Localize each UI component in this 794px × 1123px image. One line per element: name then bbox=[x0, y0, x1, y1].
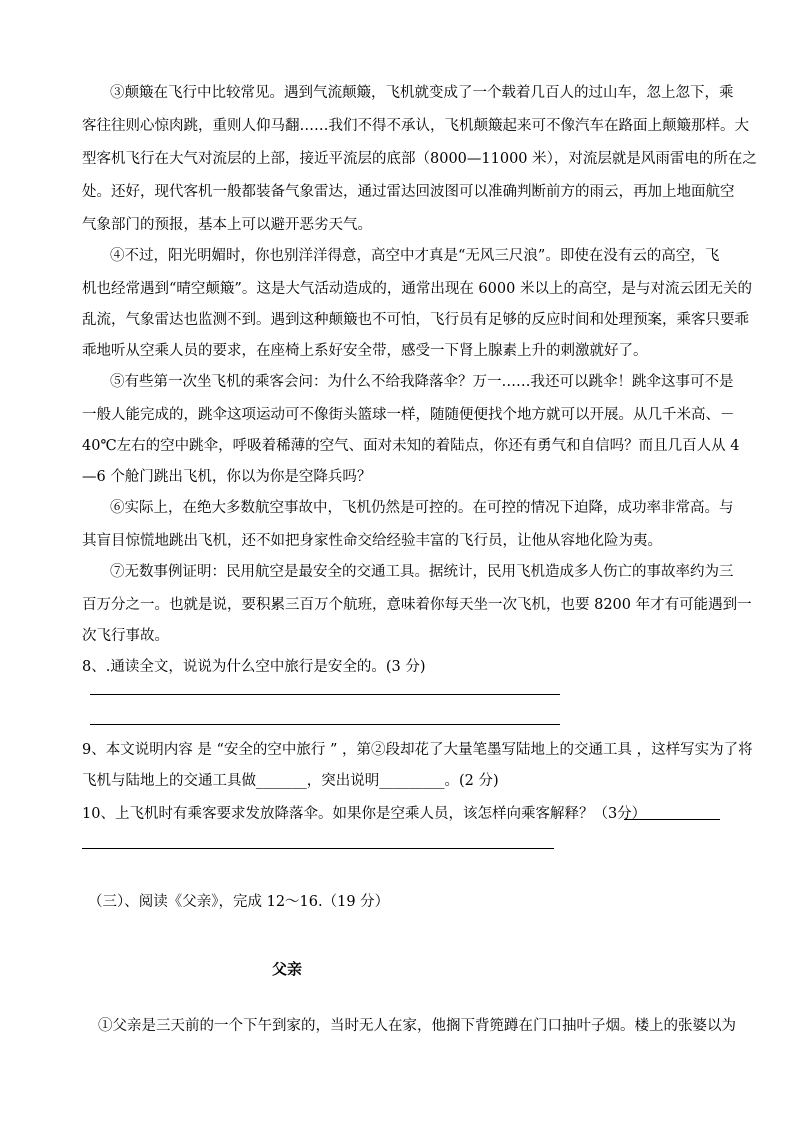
paragraph-4-line-1: ④不过，阳光明媚时，你也别洋洋得意，高空中才真是“无风三尺浪”。即使在没有云的高空，飞 bbox=[110, 248, 720, 264]
paragraph-4-line-4: 乖地听从空乘人员的要求，在座椅上系好安全带，感受一下肾上腺素上升的刺激就好了。 bbox=[82, 343, 648, 359]
question-9-line-1: 9、本文说明内容 是 “安全的空中旅行 ” ，第②段却花了大量笔墨写陆地上的交通工具 ，这样写实为了将 bbox=[82, 742, 753, 758]
paragraph-5-line-2: 一般人能完成的，跳伞这项运动可不像街头篮球一样，随随便便找个地方就可以开展。从几千米高、－ bbox=[82, 407, 735, 423]
paragraph-3-line-2: 客往往则心惊肉跳，重则人仰马翻……我们不得不承认，飞机颠簸起来可不像汽车在路面上颠簸那样。大 bbox=[82, 118, 749, 134]
question-10: 10、上飞机时有乘客要求发放降落伞。如果你是空乘人员，该怎样向乘客解释？（3分） bbox=[82, 806, 647, 822]
paragraph-4-line-2: 机也经常遇到“晴空颠簸”。这是大气活动造成的，通常出现在 6000 米以上的高空，是与对流云团无关的 bbox=[82, 281, 752, 297]
paragraph-3-line-1: ③颠簸在飞行中比较常见。遇到气流颠簸，飞机就变成了一个载着几百人的过山车，忽上忽下，乘 bbox=[110, 85, 734, 101]
paragraph-3-line-4: 处。还好，现代客机一般都装备气象雷达，通过雷达回波图可以准确判断前方的雨云，再加上地面航空 bbox=[82, 184, 735, 200]
paragraph-3-line-5: 气象部门的预报，基本上可以避开恶劣天气。 bbox=[82, 217, 372, 233]
answer-line-q10-1[interactable] bbox=[624, 819, 720, 820]
paragraph-3-line-3: 型客机飞行在大气对流层的上部，接近平流层的底部（8000—11000 米），对流层就是风雨雷电的所在之 bbox=[82, 151, 757, 167]
answer-line-q8-1[interactable] bbox=[90, 694, 560, 695]
paragraph-5-line-3: 40℃左右的空中跳伞，呼吸着稀薄的空气、面对未知的着陆点，你还有勇气和自信吗？而且几百人从 4 bbox=[82, 438, 740, 454]
paragraph-7-line-1: ⑦无数事例证明：民用航空是最安全的交通工具。据统计，民用飞机造成多人伤亡的事故率约为三 bbox=[110, 564, 734, 580]
paragraph-5-line-4: —6 个舱门跳出飞机，你以为你是空降兵吗？ bbox=[82, 469, 372, 485]
paragraph-6-line-1: ⑥实际上，在绝大多数航空事故中，飞机仍然是可控的。在可控的情况下迫降，成功率非常高。与 bbox=[110, 500, 734, 516]
article-title: 父亲 bbox=[272, 960, 303, 978]
paragraph-4-line-3: 乱流，气象雷达也监测不到。遇到这种颠簸也不可怕，飞行员有足够的反应时间和处理预案，乘客只要乖 bbox=[82, 312, 749, 328]
article-paragraph-1: ①父亲是三天前的一个下午到家的，当时无人在家，他搁下背篼蹲在门口抽叶子烟。楼上的张婆以为 bbox=[98, 1018, 736, 1034]
paragraph-7-line-2: 百万分之一。也就是说，要积累三百万个航班，意味着你每天坐一次飞机，也要 8200 年才有可能遇到一 bbox=[82, 597, 752, 613]
question-8: 8、.通读全文，说说为什么空中旅行是安全的。(3 分) bbox=[82, 659, 426, 675]
paragraph-6-line-2: 其盲目惊慌地跳出飞机，还不如把身家性命交给经验丰富的飞行员，让他从容地化险为夷。 bbox=[82, 533, 662, 549]
paragraph-7-line-3: 次飞行事故。 bbox=[82, 628, 169, 644]
answer-line-q10-2[interactable] bbox=[82, 848, 554, 849]
section-3-header: （三）、阅读《父亲》，完成 12～16.（19 分） bbox=[88, 894, 390, 910]
question-9-line-2: 飞机与陆地上的交通工具做_______，突出说明_________。(2 分) bbox=[82, 773, 499, 789]
answer-line-q8-2[interactable] bbox=[90, 724, 560, 725]
paragraph-5-line-1: ⑤有些第一次坐飞机的乘客会问：为什么不给我降落伞？万一……我还可以跳伞！跳伞这事可不是 bbox=[110, 374, 734, 390]
